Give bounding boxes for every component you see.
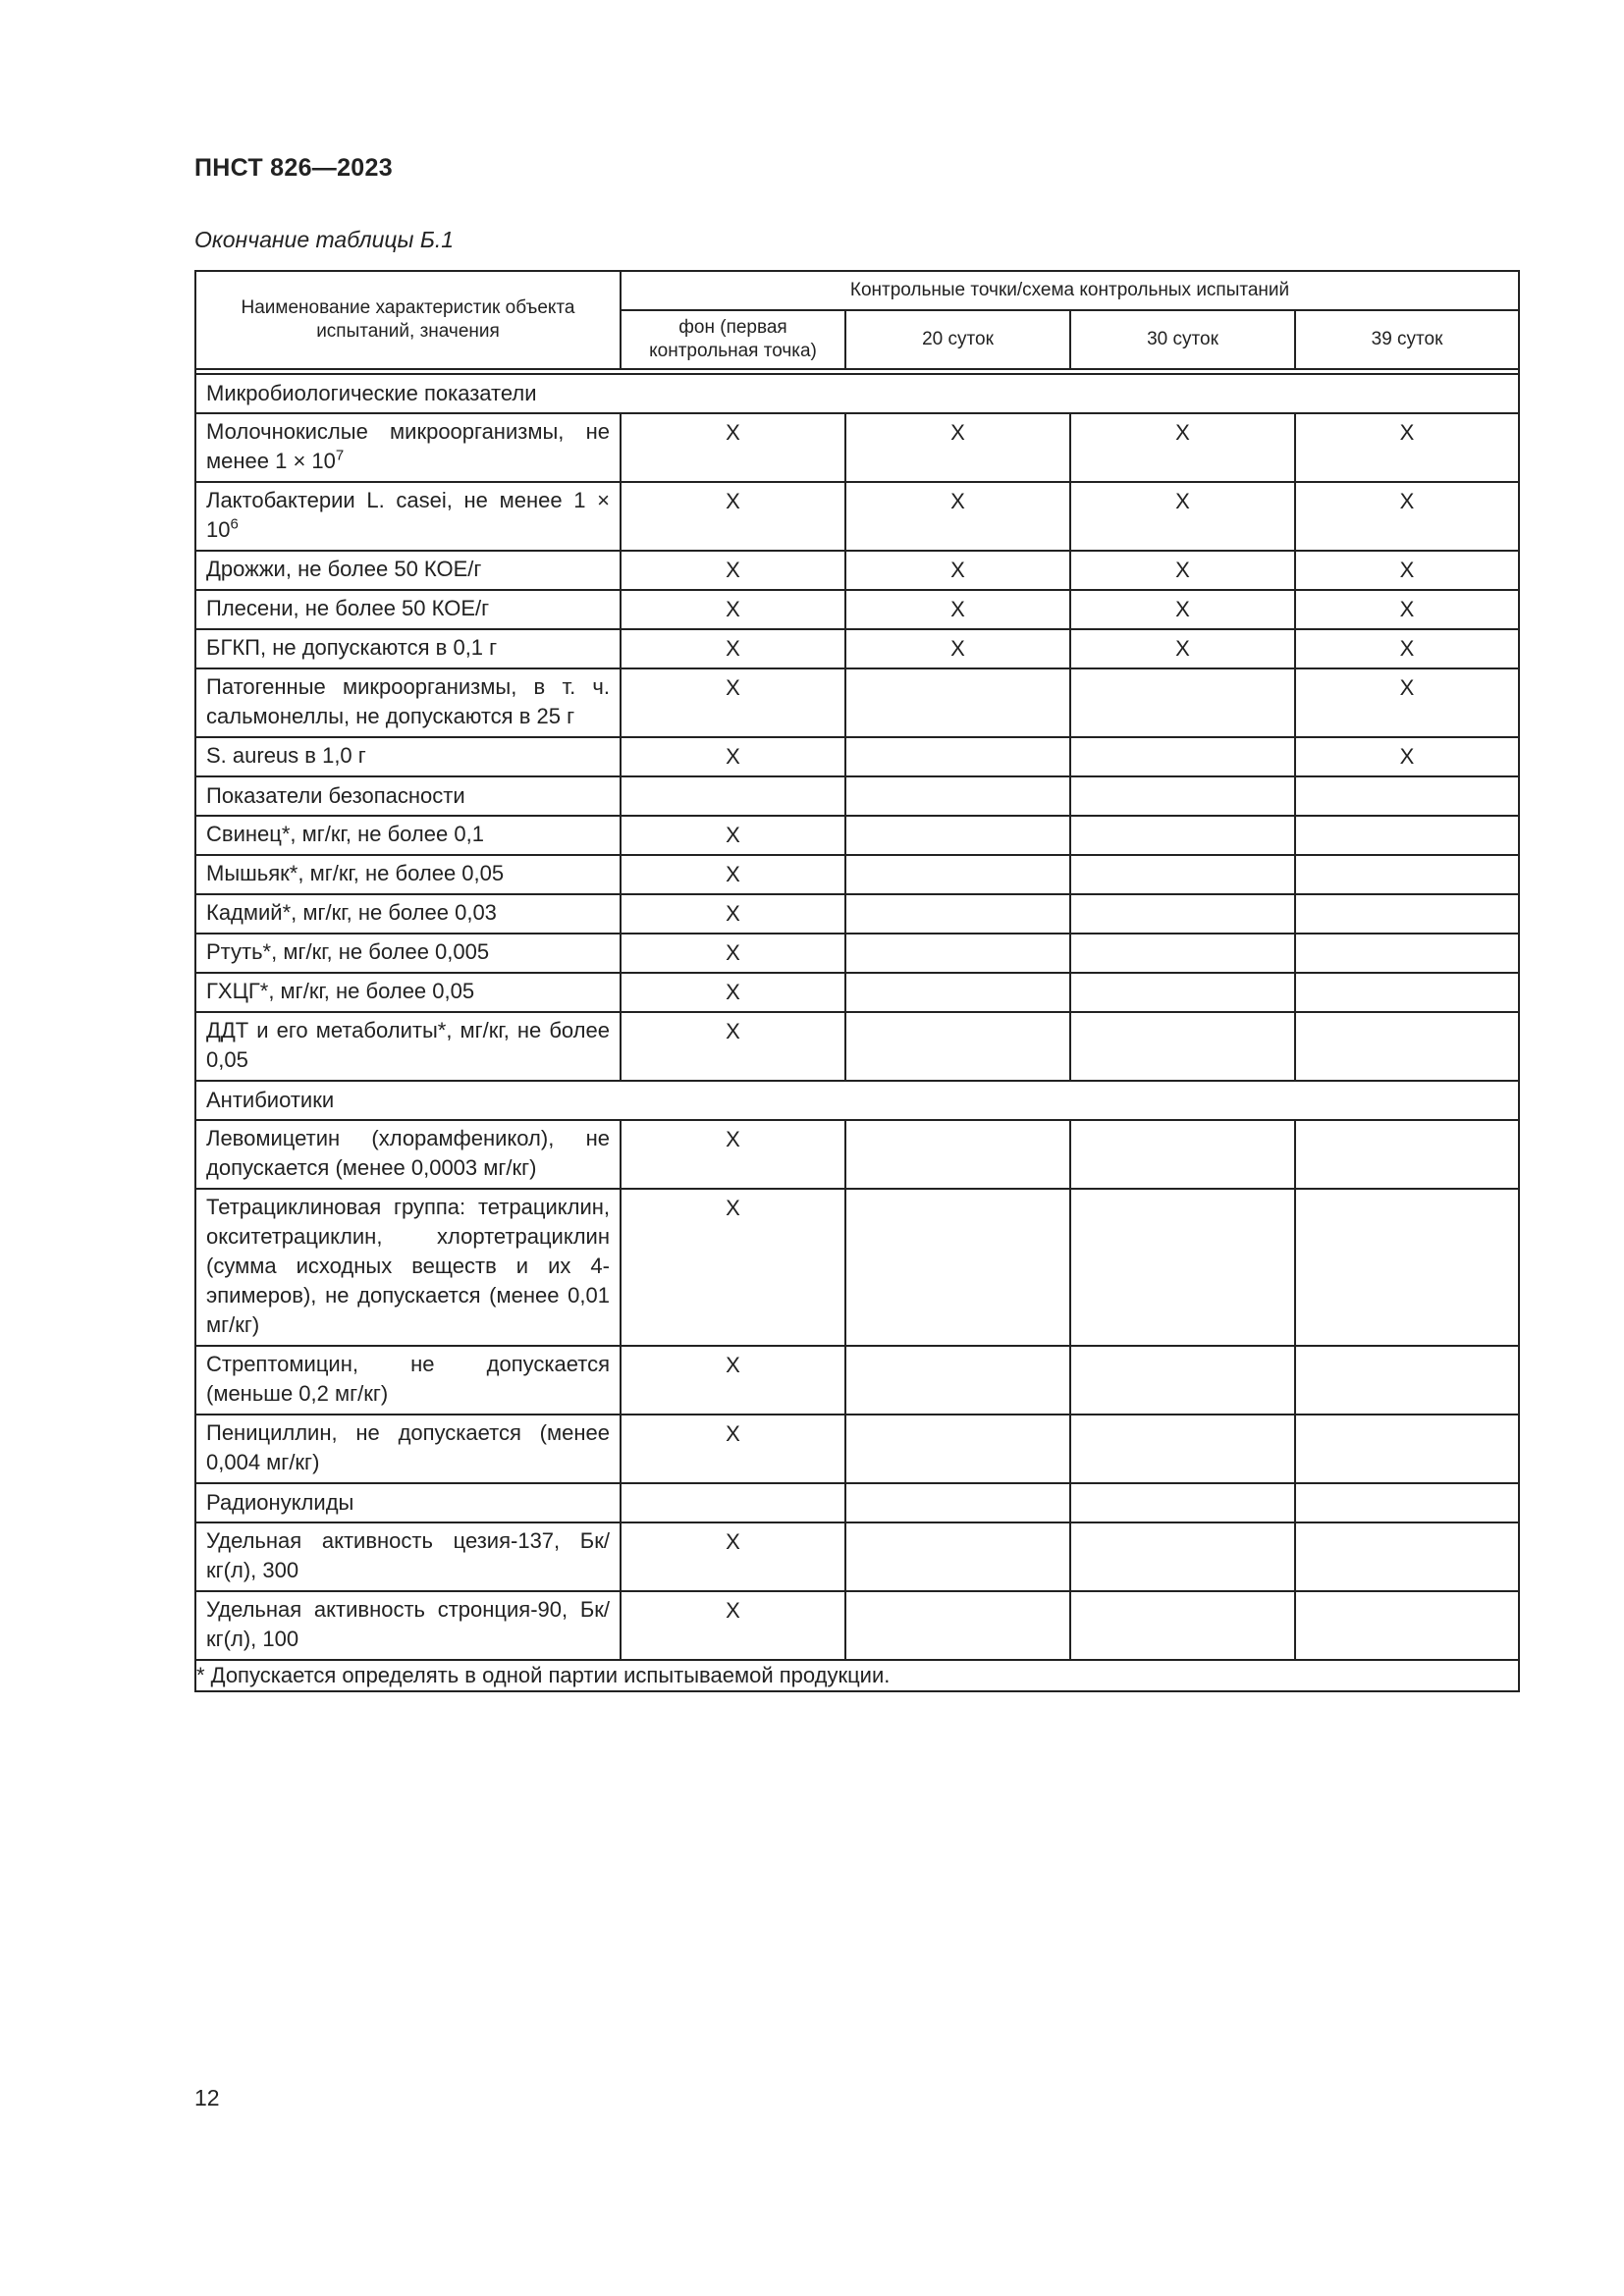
characteristic-text: Кадмий*, мг/кг, не более 0,03 <box>206 900 497 925</box>
characteristic-text: ГХЦГ*, мг/кг, не более 0,05 <box>206 979 475 1003</box>
control-mark <box>845 1522 1070 1591</box>
table-row <box>195 894 1519 934</box>
characteristic-text: ДДТ и его метаболиты*, мг/кг, не более 0,05 <box>206 1018 610 1072</box>
control-mark: X <box>621 1189 845 1346</box>
control-mark <box>1295 1346 1519 1415</box>
control-mark: X <box>845 551 1070 590</box>
control-mark <box>1070 1120 1295 1189</box>
section-row <box>195 1483 1519 1522</box>
table-row <box>195 1012 1519 1081</box>
characteristic-name <box>195 816 621 855</box>
control-mark: X <box>621 855 845 894</box>
control-mark <box>1295 1189 1519 1346</box>
characteristic-text: Дрожжи, не более 50 КОЕ/г <box>206 557 482 581</box>
control-mark: X <box>621 629 845 668</box>
control-mark <box>1295 1012 1519 1081</box>
characteristic-name <box>195 1189 621 1346</box>
control-mark: X <box>1295 668 1519 737</box>
control-mark: X <box>845 629 1070 668</box>
header-characteristic-name: Наименование характеристик объекта испытаний, значения <box>195 271 621 369</box>
control-mark: X <box>621 482 845 551</box>
section-title: Показатели безопасности <box>195 776 621 816</box>
characteristic-text: Стрептомицин, не допускается (меньше 0,2 мг/кг) <box>206 1352 610 1406</box>
section-row <box>195 776 1519 816</box>
control-mark: X <box>1295 629 1519 668</box>
control-mark: X <box>621 1591 845 1660</box>
characteristic-text: Мышьяк*, мг/кг, не более 0,05 <box>206 861 505 885</box>
control-mark: X <box>621 551 845 590</box>
control-mark: X <box>621 590 845 629</box>
table-row <box>195 551 1519 590</box>
table-row <box>195 1120 1519 1189</box>
empty-cell <box>845 776 1070 816</box>
characteristic-name <box>195 590 621 629</box>
control-mark <box>1070 668 1295 737</box>
header-col-20-days: 20 суток <box>845 310 1070 369</box>
section-row <box>195 1081 1519 1120</box>
control-mark <box>1295 1120 1519 1189</box>
table-row <box>195 590 1519 629</box>
control-mark: X <box>621 1012 845 1081</box>
control-mark <box>1070 934 1295 973</box>
control-mark: X <box>1295 482 1519 551</box>
control-mark <box>845 1415 1070 1483</box>
control-mark: X <box>621 934 845 973</box>
control-mark <box>1070 1591 1295 1660</box>
control-mark <box>1295 1591 1519 1660</box>
characteristic-name <box>195 1120 621 1189</box>
control-mark <box>1070 816 1295 855</box>
characteristic-text: Пенициллин, не допускается (менее 0,004 мг/кг) <box>206 1420 610 1474</box>
control-mark: X <box>621 894 845 934</box>
document-code: ПНСТ 826—2023 <box>194 154 393 182</box>
control-mark: X <box>621 1415 845 1483</box>
characteristic-name <box>195 973 621 1012</box>
characteristic-name <box>195 1522 621 1591</box>
control-mark <box>1070 894 1295 934</box>
control-mark: X <box>1295 413 1519 482</box>
control-mark: X <box>621 816 845 855</box>
exponent: 6 <box>230 515 239 533</box>
table-row <box>195 1189 1519 1346</box>
header-col-39-days: 39 суток <box>1295 310 1519 369</box>
section-title: Микробиологические показатели <box>195 374 1519 413</box>
control-mark <box>1295 934 1519 973</box>
characteristic-text: Свинец*, мг/кг, не более 0,1 <box>206 822 484 846</box>
control-mark: X <box>845 413 1070 482</box>
control-mark <box>1070 1346 1295 1415</box>
characteristic-name <box>195 629 621 668</box>
table-row <box>195 1346 1519 1415</box>
characteristic-text: S. aureus в 1,0 г <box>206 743 366 768</box>
table-footnote: * Допускается определять в одной партии испытываемой продукции. <box>195 1660 1519 1691</box>
characteristic-text: БГКП, не допускаются в 0,1 г <box>206 635 498 660</box>
control-mark: X <box>845 482 1070 551</box>
table-row <box>195 1522 1519 1591</box>
characteristic-text: Плесени, не более 50 КОЕ/г <box>206 596 490 620</box>
characteristic-name <box>195 413 621 482</box>
control-mark <box>845 973 1070 1012</box>
section-title: Антибиотики <box>195 1081 1519 1120</box>
control-mark: X <box>1070 482 1295 551</box>
control-mark <box>1070 737 1295 776</box>
control-mark <box>1070 1012 1295 1081</box>
control-mark: X <box>1295 737 1519 776</box>
characteristic-name <box>195 894 621 934</box>
empty-cell <box>1295 1483 1519 1522</box>
control-mark <box>1070 1415 1295 1483</box>
table-row <box>195 855 1519 894</box>
characteristic-name <box>195 482 621 551</box>
control-mark: X <box>621 668 845 737</box>
characteristic-text: Ртуть*, мг/кг, не более 0,005 <box>206 939 490 964</box>
page-number: 12 <box>194 2085 220 2110</box>
control-mark: X <box>1295 590 1519 629</box>
control-mark: X <box>1070 413 1295 482</box>
control-mark <box>845 1591 1070 1660</box>
control-mark: X <box>621 1346 845 1415</box>
empty-cell <box>1070 1483 1295 1522</box>
characteristic-text: Удельная активность стронция-90, Бк/кг(л), 100 <box>206 1597 610 1651</box>
table-row <box>195 973 1519 1012</box>
header-col-30-days: 30 суток <box>1070 310 1295 369</box>
table-caption: Окончание таблицы Б.1 <box>194 227 455 252</box>
section-row <box>195 374 1519 413</box>
characteristic-text: Лактобактерии L. casei, не менее 1 × 10 <box>206 488 610 542</box>
test-schedule-table <box>194 270 1520 1692</box>
table-row <box>195 934 1519 973</box>
empty-cell <box>621 776 845 816</box>
control-mark <box>1070 855 1295 894</box>
characteristic-text: Патогенные микроорганизмы, в т. ч. сальмонеллы, не допускаются в 25 г <box>206 674 610 728</box>
table-row <box>195 668 1519 737</box>
table-row <box>195 816 1519 855</box>
table-row <box>195 629 1519 668</box>
control-mark <box>845 894 1070 934</box>
control-mark: X <box>621 1120 845 1189</box>
characteristic-text: Левомицетин (хлорамфеникол), не допускается (менее 0,0003 мг/кг) <box>206 1126 610 1180</box>
control-mark <box>845 816 1070 855</box>
characteristic-name <box>195 1012 621 1081</box>
control-mark <box>1070 1189 1295 1346</box>
table-row <box>195 482 1519 551</box>
control-mark <box>1295 855 1519 894</box>
table-body <box>195 374 1519 1660</box>
control-mark: X <box>621 413 845 482</box>
control-mark <box>845 934 1070 973</box>
characteristic-text: Молочнокислые микроорганизмы, не менее 1 × 10 <box>206 419 610 473</box>
table-row <box>195 413 1519 482</box>
empty-cell <box>621 1483 845 1522</box>
control-mark: X <box>1070 551 1295 590</box>
control-mark <box>1295 816 1519 855</box>
control-mark: X <box>1295 551 1519 590</box>
characteristic-name <box>195 1415 621 1483</box>
control-mark <box>1295 1522 1519 1591</box>
characteristic-name <box>195 1591 621 1660</box>
characteristic-name <box>195 737 621 776</box>
characteristic-name <box>195 934 621 973</box>
control-mark <box>1070 973 1295 1012</box>
control-mark <box>845 737 1070 776</box>
control-mark: X <box>1070 629 1295 668</box>
header-control-points: Контрольные точки/схема контрольных испытаний <box>621 271 1519 310</box>
exponent: 7 <box>335 447 345 464</box>
control-mark: X <box>621 973 845 1012</box>
control-mark: X <box>1070 590 1295 629</box>
table-row <box>195 1415 1519 1483</box>
empty-cell <box>1070 776 1295 816</box>
characteristic-name <box>195 1346 621 1415</box>
control-mark <box>845 1120 1070 1189</box>
control-mark <box>1070 1522 1295 1591</box>
control-mark <box>845 855 1070 894</box>
table-row <box>195 737 1519 776</box>
characteristic-name <box>195 668 621 737</box>
header-col-background: фон (первая контрольная точка) <box>621 310 845 369</box>
control-mark <box>845 1346 1070 1415</box>
section-title: Радионуклиды <box>195 1483 621 1522</box>
control-mark <box>845 668 1070 737</box>
empty-cell <box>1295 776 1519 816</box>
characteristic-text: Удельная активность цезия-137, Бк/кг(л), 300 <box>206 1528 610 1582</box>
control-mark <box>845 1012 1070 1081</box>
control-mark: X <box>621 737 845 776</box>
table-row <box>195 1591 1519 1660</box>
characteristic-name <box>195 551 621 590</box>
control-mark: X <box>621 1522 845 1591</box>
characteristic-name <box>195 855 621 894</box>
control-mark <box>1295 894 1519 934</box>
control-mark <box>1295 973 1519 1012</box>
control-mark <box>845 1189 1070 1346</box>
control-mark <box>1295 1415 1519 1483</box>
control-mark: X <box>845 590 1070 629</box>
characteristic-text: Тетрациклиновая группа: тетрациклин, окситетрациклин, хлортетрациклин (сумма исходных веществ и их 4-эпимеров), не допускается (менее 0,01 мг/кг) <box>206 1195 610 1337</box>
empty-cell <box>845 1483 1070 1522</box>
